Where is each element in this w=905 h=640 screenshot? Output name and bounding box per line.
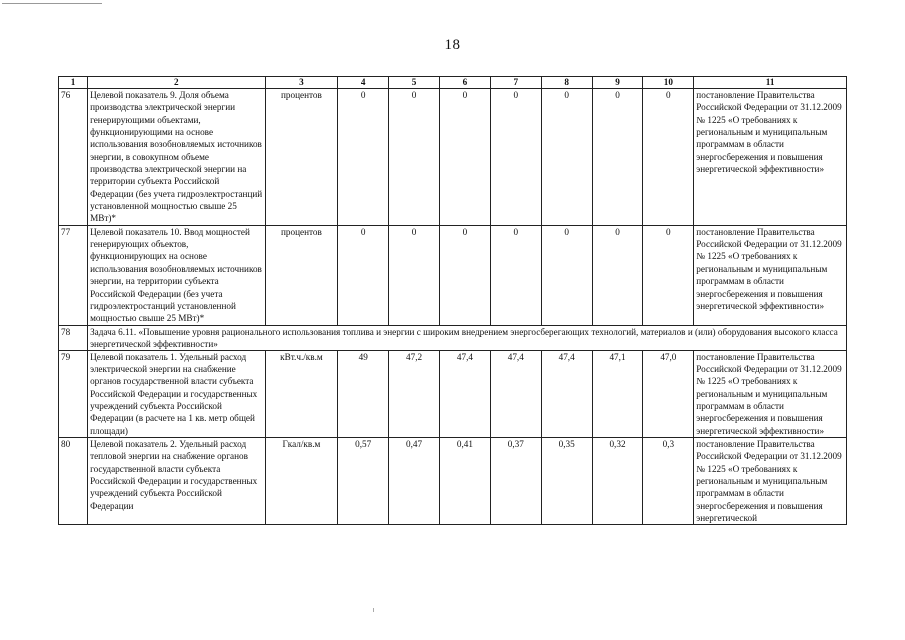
value-cell: 0 [592,225,643,325]
value-cell: 0 [490,225,541,325]
value-cell: 0,37 [490,437,541,524]
value-cell: 0 [643,225,694,325]
indicator-name: Целевой показатель 9. Доля объема производства электрической энергии генерирующими объектами, функционирующими на основе использования возобновляемых источников энергии, в совокупном объеме производства электрической энергии на территории субъекта Российской Федерации (без учета гидроэлектростанций установленной мощностью свыше 25 МВт)* [88,89,266,226]
indicator-name: Целевой показатель 1. Удельный расход электрической энергии на снабжение органов государственной власти субъекта Российской Федерации и государственных учреждений субъекта Российской Федерации (в расчете на 1 кв. метр общей площади) [88,350,266,437]
legal-basis-cell: постановление Правительства Российской Федерации от 31.12.2009 № 1225 «О требованиях к региональным и муниципальным программам в области энергосбережения и повышения энергетической [694,437,847,524]
indicators-table [58,76,847,525]
table-row [59,89,847,226]
header-cell: 8 [541,77,592,89]
value-cell: 0,41 [439,437,490,524]
value-cell: 0 [541,225,592,325]
value-cell: 47,4 [439,350,490,437]
header-cell: 10 [643,77,694,89]
value-cell: 49 [338,350,389,437]
header-cell: 4 [338,77,389,89]
value-cell: 47,2 [389,350,440,437]
row-number: 77 [59,225,88,325]
unit-cell: процентов [265,89,338,226]
header-cell: 2 [88,77,266,89]
value-cell: 0,3 [643,437,694,524]
unit-cell: Гкал/кв.м [265,437,338,524]
value-cell: 0 [439,89,490,226]
scan-mark [373,608,374,612]
header-cell: 7 [490,77,541,89]
header-cell: 5 [389,77,440,89]
value-cell: 0,57 [338,437,389,524]
column-number-header [59,77,847,89]
header-cell: 11 [694,77,847,89]
page-number: 18 [444,37,461,53]
value-cell: 0 [490,89,541,226]
task-row [59,325,847,350]
unit-cell: процентов [265,225,338,325]
table-row [59,350,847,437]
value-cell: 0,47 [389,437,440,524]
row-number: 78 [59,325,88,350]
table-row [59,437,847,524]
row-number: 76 [59,89,88,226]
value-cell: 0 [389,225,440,325]
value-cell: 0 [643,89,694,226]
value-cell: 0,35 [541,437,592,524]
table-row [59,225,847,325]
header-cell: 6 [439,77,490,89]
indicator-name: Целевой показатель 10. Ввод мощностей генерирующих объектов, функционирующих на основе использования возобновляемых источников энергии, на территории субъекта Российской Федерации (без учета гидроэлектростанций установленной мощностью свыше 25 МВт)* [88,225,266,325]
value-cell: 0 [389,89,440,226]
task-text: Задача 6.11. «Повышение уровня рационального использования топлива и энергии с широким внедрением энергосберегающих технологий, материалов и (или) оборудования высокого класса энергетической эффективности» [88,325,847,350]
header-cell: 3 [265,77,338,89]
header-cell: 9 [592,77,643,89]
value-cell: 0 [338,225,389,325]
row-number: 79 [59,350,88,437]
header-cell: 1 [59,77,88,89]
value-cell: 0 [439,225,490,325]
value-cell: 47,1 [592,350,643,437]
value-cell: 0 [338,89,389,226]
scan-edge-line [2,3,102,4]
value-cell: 47,4 [541,350,592,437]
legal-basis-cell: постановление Правительства Российской Федерации от 31.12.2009 № 1225 «О требованиях к региональным и муниципальным программам в области энергосбережения и повышения энергетической эффективности» [694,225,847,325]
legal-basis-cell: постановление Правительства Российской Федерации от 31.12.2009 № 1225 «О требованиях к региональным и муниципальным программам в области энергосбережения и повышения энергетической эффективности» [694,350,847,437]
row-number: 80 [59,437,88,524]
value-cell: 0,32 [592,437,643,524]
value-cell: 47,4 [490,350,541,437]
unit-cell: кВт.ч./кв.м [265,350,338,437]
value-cell: 47,0 [643,350,694,437]
legal-basis-cell: постановление Правительства Российской Федерации от 31.12.2009 № 1225 «О требованиях к региональным и муниципальным программам в области энергосбережения и повышения энергетической эффективности» [694,89,847,226]
value-cell: 0 [541,89,592,226]
value-cell: 0 [592,89,643,226]
indicator-name: Целевой показатель 2. Удельный расход тепловой энергии на снабжение органов государственной власти субъекта Российской Федерации и государственных учреждений субъекта Российской Федерации [88,437,266,524]
